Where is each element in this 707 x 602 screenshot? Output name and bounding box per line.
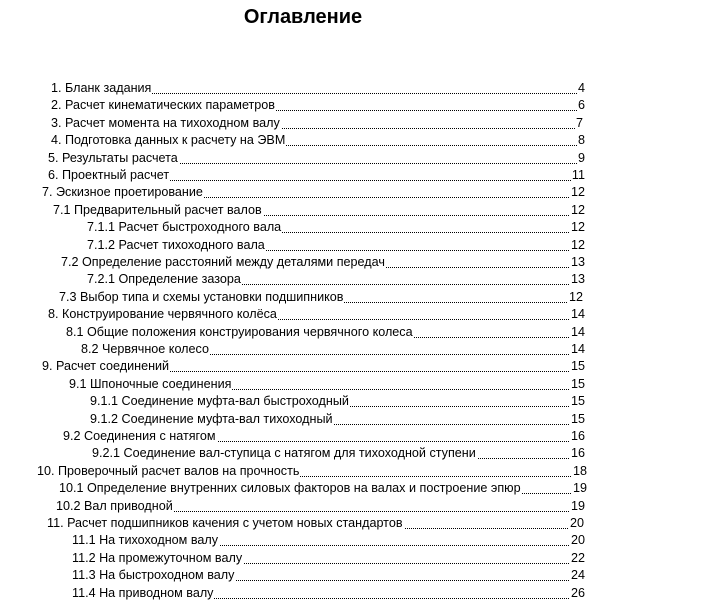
toc-entry[interactable] [51,80,585,97]
toc-entry-page: 13 [570,272,585,287]
toc-entry[interactable] [81,341,585,358]
toc-entry-label: 10. Проверочный расчет валов на прочность [37,463,300,478]
toc-entry-label: 9.1.2 Соединение муфта-вал тихоходный [90,411,333,426]
toc-entry[interactable] [87,237,585,254]
toc-entry-label: 11.4 На приводном валу [72,585,214,600]
toc-entry[interactable] [72,550,585,567]
toc-entry-page: 9 [577,150,585,165]
toc-entry[interactable] [48,167,585,184]
toc-entry-page: 15 [570,376,585,391]
toc-entry-page: 20 [569,516,584,530]
toc-entry-page: 12 [568,289,583,304]
toc-entry-page: 12 [570,220,585,235]
toc-entry-label: 7.1.1 Расчет быстроходного вала [87,220,282,235]
toc-entry-label: 7.1.2 Расчет тихоходного вала [87,237,265,252]
toc-entry-label: 11.3 На быстроходном валу [72,568,235,583]
toc-entry-page: 12 [570,202,585,217]
toc-entry-page: 15 [570,394,585,409]
toc-entry[interactable] [87,271,585,288]
toc-entry[interactable] [63,428,585,445]
toc-entry[interactable] [48,150,585,167]
toc-entry-page: 14 [570,324,585,339]
toc-entry[interactable] [51,97,585,114]
toc-entry-page: 19 [572,481,587,496]
toc-entry[interactable] [37,463,587,480]
toc-entry-label: 9.2 Соединения с натягом [63,429,216,443]
toc-entry[interactable] [51,132,585,149]
toc-entry[interactable] [66,324,585,341]
toc-entry-page: 14 [570,342,585,356]
toc-entry[interactable] [51,115,583,132]
toc-entry-page: 12 [570,185,585,200]
toc-entry-page: 15 [570,359,585,374]
toc-entry-label: 7. Эскизное проетирование [42,185,203,200]
toc-entry-label: 4. Подготовка данных к расчету на ЭВМ [51,133,286,148]
toc-entry[interactable] [61,254,585,271]
toc-entry-label: 11. Расчет подшипников качения с учетом новых стандартов [47,516,403,530]
toc-entry[interactable] [59,480,587,497]
toc-entry-page: 4 [577,81,585,95]
toc-entry-label: 8. Конструирование червячного колёса [48,307,277,322]
toc-entry-page: 6 [577,98,585,113]
toc-entry-label: 7.2 Определение расстояний между деталями передач [61,255,385,269]
toc-entry[interactable] [87,219,585,236]
toc-entry-label: 1. Бланк задания [51,81,152,95]
toc-entry-label: 10.2 Вал приводной [56,498,173,513]
toc-entry-label: 11.1 На тихоходном валу [72,533,219,548]
toc-entry-page: 7 [575,115,583,130]
toc-entry[interactable] [90,393,585,410]
toc-entry-page: 24 [570,568,585,583]
toc-entry-label: 11.2 На промежуточном валу [72,550,243,565]
toc-entry-page: 11 [571,168,585,182]
toc-entry[interactable] [53,202,585,219]
toc-entry-label: 10.1 Определение внутренних силовых факторов на валах и построение эпюр [59,481,521,496]
toc-entry-label: 5. Результаты расчета [48,150,178,165]
toc-entry-page: 18 [572,463,587,478]
toc-entry-page: 19 [570,498,585,513]
toc-entry-page: 13 [570,255,585,269]
toc-entry-page: 16 [570,429,585,443]
toc-entry-label: 7.1 Предварительный расчет валов [53,202,262,217]
toc-entry[interactable] [72,532,585,549]
toc-entry-label: 9. Расчет соединений [42,359,170,374]
toc-entry-page: 12 [570,237,585,252]
toc-entry[interactable] [69,376,585,393]
toc-entry-label: 9.1 Шпоночные соединения [69,376,232,391]
toc-entry-label: 9.1.1 Соединение муфта-вал быстроходный [90,394,349,409]
page-title: Оглавление [243,6,363,28]
toc-entry-page: 16 [570,446,585,461]
toc-entry[interactable] [48,306,585,323]
toc-entry[interactable] [56,498,585,515]
toc-entry-page: 8 [577,133,585,148]
toc-entry-label: 6. Проектный расчет [48,168,170,182]
toc-entry[interactable] [90,411,585,428]
toc-entry-page: 14 [570,307,585,322]
toc-entry-label: 7.3 Выбор типа и схемы установки подшипников [59,289,344,304]
toc-entry[interactable] [72,585,585,602]
toc-entry-label: 8.1 Общие положения конструирования червячного колеса [66,324,413,339]
toc-entry-label: 8.2 Червячное колесо [81,342,209,356]
toc-entry-label: 7.2.1 Определение зазора [87,272,241,287]
toc-entry[interactable] [42,358,585,375]
toc-entry[interactable] [42,184,585,201]
toc-entry[interactable] [47,515,584,532]
toc-entry[interactable] [72,567,585,584]
toc-entry[interactable] [59,289,583,306]
toc-entry-page: 22 [570,550,585,565]
toc-entry-label: 9.2.1 Соединение вал-ступица с натягом для тихоходной ступени [92,446,476,461]
toc-entry-page: 26 [570,585,585,600]
toc-entry-page: 20 [570,533,585,548]
toc-entry-label: 3. Расчет момента на тихоходном валу [51,115,280,130]
toc-entry[interactable] [92,445,585,462]
toc-entry-page: 15 [570,411,585,426]
toc-entry-label: 2. Расчет кинематических параметров [51,98,275,113]
